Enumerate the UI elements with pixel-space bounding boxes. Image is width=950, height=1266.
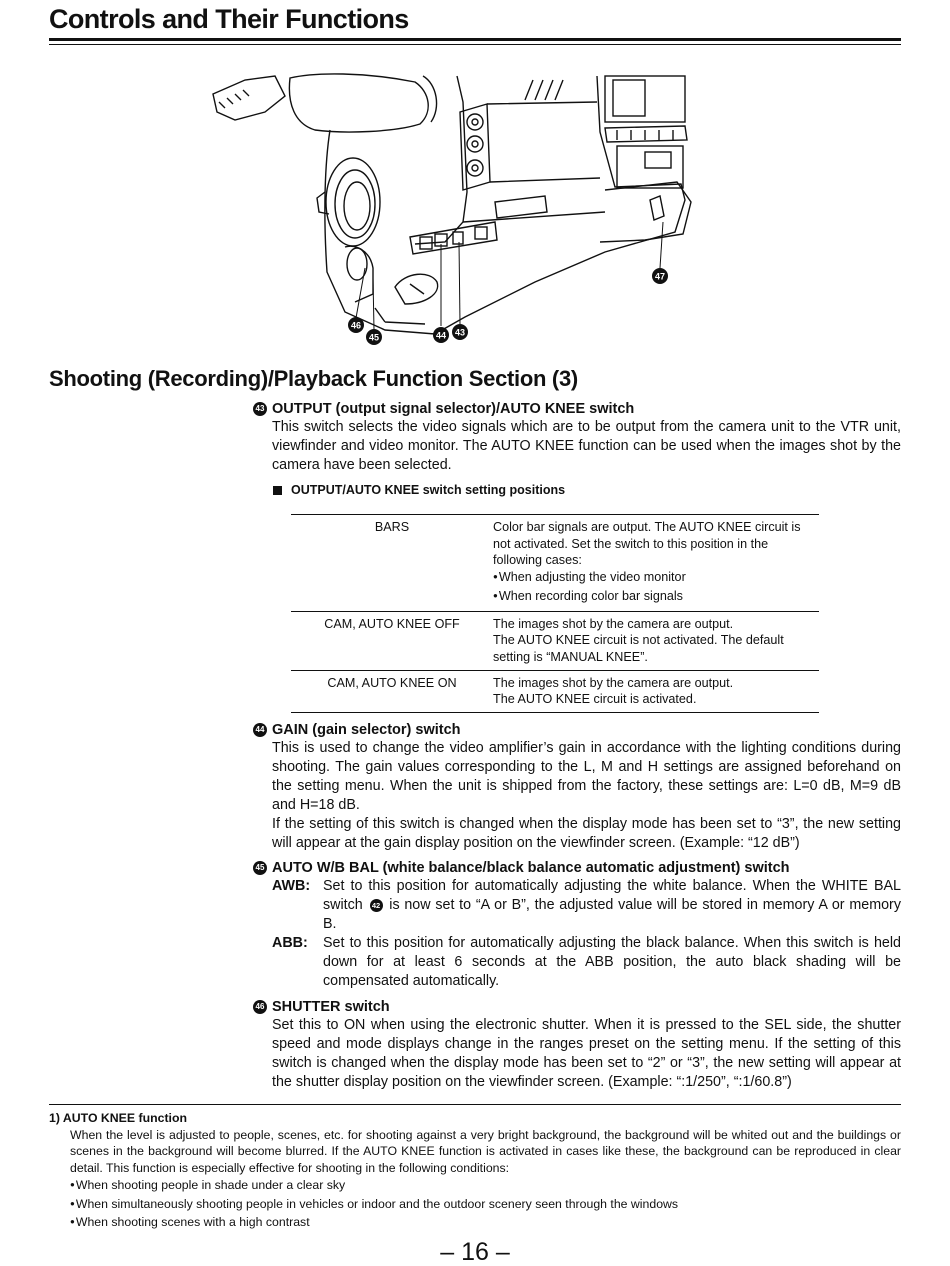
square-bullet-icon bbox=[273, 486, 282, 495]
item-gain-heading bbox=[253, 721, 901, 739]
heading-text: AUTO W/B BAL (white balance/black balance automatic adjustment) switch bbox=[272, 860, 790, 876]
item-gain-switch bbox=[253, 721, 901, 853]
text-part: Set to this position for automatically adjusting the white balance. When the WHITE BAL switch bbox=[323, 878, 901, 913]
callout-45 bbox=[366, 329, 382, 345]
definition-list bbox=[272, 877, 901, 991]
footnote-text: When the level is adjusted to people, scenes, etc. for shooting against a very bright background, the background will be whited out and the buildings or scenes in the background will become blurred. If the AUTO KNEE function is activated in cases like these, the background can be reproduced in clear detail. This function is especially effective for shooting in the following conditions: bbox=[70, 1127, 901, 1176]
description-line: The AUTO KNEE circuit is not activated. The default setting is “MANUAL KNEE”. bbox=[493, 633, 784, 664]
callout-43 bbox=[452, 324, 468, 340]
setting-description bbox=[493, 611, 819, 670]
description-line: The AUTO KNEE circuit is activated. bbox=[493, 692, 697, 707]
description-bullet: ● When adjusting the video monitor bbox=[493, 569, 819, 588]
footnote-heading: 1) AUTO KNEE function bbox=[49, 1111, 187, 1125]
page-title: Controls and Their Functions bbox=[49, 4, 409, 34]
footnote-body bbox=[70, 1127, 901, 1233]
number-badge: 44 bbox=[253, 723, 267, 737]
footnote-bullet: ● When shooting scenes with a high contrast bbox=[70, 1214, 901, 1233]
description-line: Color bar signals are output. The AUTO KNEE circuit is not activated. Set the switch to this position in the following cases: bbox=[493, 520, 801, 568]
table-row bbox=[291, 515, 819, 612]
reference-badge: 42 bbox=[370, 899, 383, 912]
page-number: – 16 – bbox=[440, 1238, 510, 1266]
number-badge: 45 bbox=[253, 861, 267, 875]
item-output-body: This switch selects the video signals which are to be output from the camera unit to the VTR unit, viewfinder and video monitor. The AUTO KNEE function can be used when the images shot by the camera have been selected. bbox=[272, 419, 901, 473]
svg-text:43: 43 bbox=[454, 327, 466, 338]
definition-abb bbox=[272, 934, 901, 991]
section-title: Shooting (Recording)/Playback Function Section (3) bbox=[49, 366, 578, 391]
item-auto-wb-heading bbox=[253, 859, 901, 877]
paragraph: If the setting of this switch is changed when the display mode has been set to “3”, the new setting will appear at the gain display position on the viewfinder screen. (Example: “12 dB”) bbox=[272, 816, 901, 851]
callout-47 bbox=[652, 268, 668, 284]
item-shutter-heading bbox=[253, 998, 901, 1016]
item-output-switch bbox=[253, 400, 901, 475]
description-line: The images shot by the camera are output. bbox=[493, 675, 734, 690]
svg-text:46: 46 bbox=[350, 320, 362, 331]
item-shutter-switch bbox=[253, 998, 901, 1092]
svg-text:45: 45 bbox=[368, 332, 380, 343]
table-heading bbox=[273, 483, 565, 497]
definition-text: Set to this position for automatically adjusting the black balance. When this switch is held down for at least 6 seconds at the ABB position, the auto black shading will be compensated automatically. bbox=[323, 935, 901, 989]
footnote-bullet: ● When simultaneously shooting people in vehicles or indoor and the outdoor scenery seen through the windows bbox=[70, 1196, 901, 1215]
text-part: is now set to “A or B”, the adjusted value will be stored in memory A or memory B. bbox=[323, 897, 901, 932]
title-rule bbox=[49, 38, 901, 41]
item-gain-body bbox=[272, 739, 901, 853]
title-rule-thin bbox=[49, 44, 901, 45]
table-row bbox=[291, 670, 819, 712]
callout-44 bbox=[433, 327, 449, 343]
heading-text: GAIN (gain selector) switch bbox=[272, 722, 461, 738]
definition-awb bbox=[272, 877, 901, 934]
description-bullet: ● When recording color bar signals bbox=[493, 588, 819, 607]
item-output-heading bbox=[253, 400, 901, 418]
definition-text bbox=[323, 877, 901, 934]
number-badge: 43 bbox=[253, 402, 267, 416]
svg-text:44: 44 bbox=[435, 330, 447, 341]
setting-position: CAM, AUTO KNEE OFF bbox=[324, 616, 460, 631]
camera-illustration bbox=[205, 72, 695, 352]
heading-text: OUTPUT (output signal selector)/AUTO KNEE switch bbox=[272, 401, 635, 417]
paragraph: This is used to change the video amplifier’s gain in accordance with the lighting conditions during shooting. The gain values corresponding to the L, M and H settings are assigned beforehand on the setting menu. When the unit is shipped from the factory, these settings are: L=0 dB, M=9 dB and H=18 dB. bbox=[272, 740, 901, 813]
item-auto-wb-switch bbox=[253, 859, 901, 991]
footnote bbox=[49, 1110, 901, 1233]
settings-table bbox=[291, 514, 819, 713]
setting-description bbox=[493, 670, 819, 712]
footnote-rule bbox=[49, 1104, 901, 1105]
definition-term: AWB: bbox=[272, 878, 311, 894]
item-shutter-body: Set this to ON when using the electronic shutter. When it is pressed to the SEL side, the shutter speed and mode displays change in the ranges preset on the setting menu. If the setting of this switch is changed when the display mode has been set to “2” or “3”, the new setting will appear at the shutter display position on the viewfinder screen. (Example: “:1/250”, “:1/60.8”) bbox=[272, 1017, 901, 1090]
svg-text:47: 47 bbox=[654, 271, 666, 282]
setting-description bbox=[493, 515, 819, 612]
callout-46 bbox=[348, 317, 364, 333]
description-line: The images shot by the camera are output. bbox=[493, 616, 734, 631]
table-heading-text: OUTPUT/AUTO KNEE switch setting positions bbox=[291, 483, 566, 497]
footnote-bullet: ● When shooting people in shade under a clear sky bbox=[70, 1177, 901, 1196]
number-badge: 46 bbox=[253, 1000, 267, 1014]
heading-text: SHUTTER switch bbox=[272, 999, 390, 1015]
setting-position: BARS bbox=[374, 520, 410, 534]
setting-position: CAM, AUTO KNEE ON bbox=[327, 675, 457, 690]
table-row bbox=[291, 611, 819, 670]
definition-term: ABB: bbox=[272, 935, 308, 951]
